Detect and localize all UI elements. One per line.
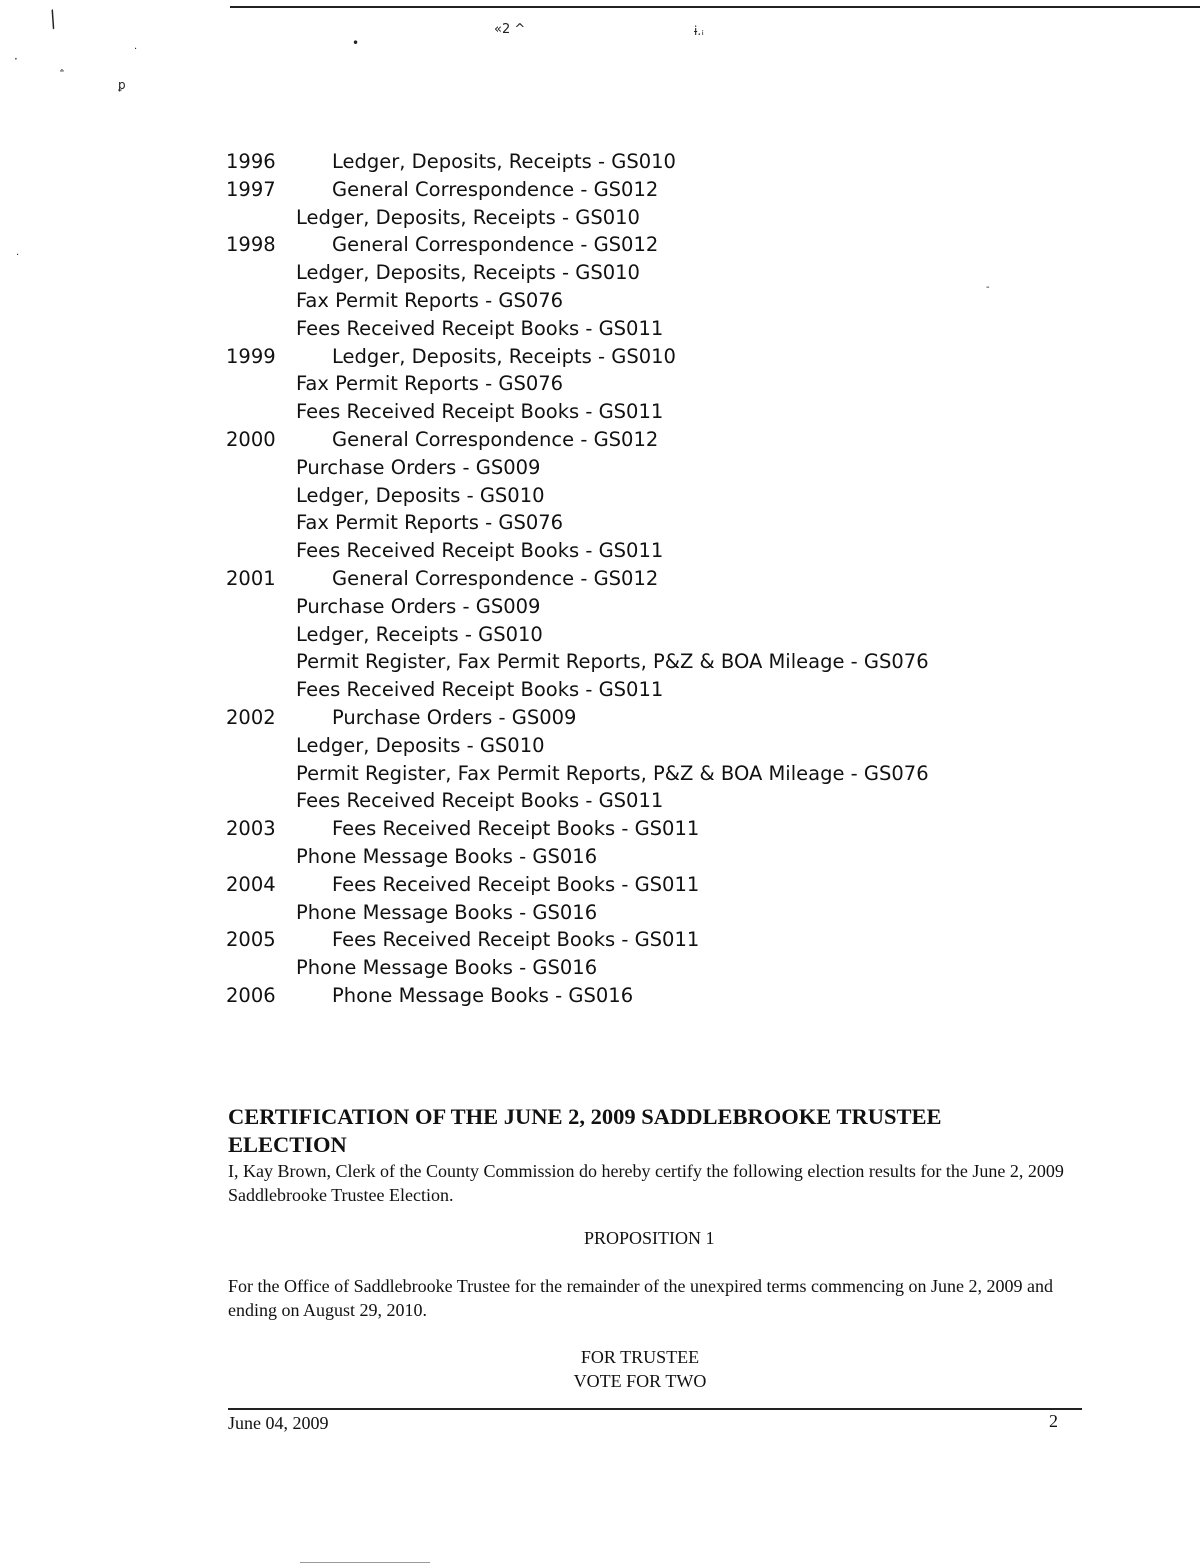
scan-mark: - xyxy=(986,282,990,293)
record-item: Purchase Orders - GS009 xyxy=(332,705,577,729)
record-year: 2000 xyxy=(226,427,276,451)
page-number: 2 xyxy=(1049,1411,1058,1431)
record-item: Fees Received Receipt Books - GS011 xyxy=(296,539,664,563)
record-item: Phone Message Books - GS016 xyxy=(296,900,598,924)
record-row xyxy=(226,287,1166,315)
record-row xyxy=(226,482,1166,510)
record-item: Ledger, Deposits, Receipts - GS010 xyxy=(332,150,676,173)
record-row xyxy=(226,704,1166,732)
record-row xyxy=(226,454,1166,482)
office-description: For the Office of Saddlebrooke Trustee for the remainder of the unexpired terms commencing on June 2, 2009 and ending on August 29, 2010. xyxy=(228,1276,1053,1320)
record-item: Permit Register, Fax Permit Reports, P&Z & BOA Mileage - GS076 xyxy=(296,650,929,674)
scan-mark: · xyxy=(14,52,18,66)
record-year: 2001 xyxy=(226,566,276,590)
scan-mark: · xyxy=(16,250,20,261)
record-item: Ledger, Deposits, Receipts - GS010 xyxy=(296,205,640,229)
record-item: Ledger, Deposits, Receipts - GS010 xyxy=(296,261,640,285)
vote-instruction: VOTE FOR TWO xyxy=(573,1371,707,1391)
record-item: Fax Permit Reports - GS076 xyxy=(296,372,564,396)
record-item: Fees Received Receipt Books - GS011 xyxy=(296,316,664,340)
record-year: 2003 xyxy=(226,817,276,841)
record-row xyxy=(226,565,1166,593)
record-row xyxy=(226,899,1166,927)
scan-mark: • xyxy=(352,36,360,50)
record-row xyxy=(226,176,1166,204)
record-row xyxy=(226,398,1166,426)
record-row xyxy=(226,259,1166,287)
record-year: 1998 xyxy=(226,233,276,257)
record-year: 1999 xyxy=(226,344,276,368)
record-row xyxy=(226,982,1166,1010)
record-item: Ledger, Deposits, Receipts - GS010 xyxy=(332,344,676,368)
record-year: 2005 xyxy=(226,928,276,952)
record-item: Fees Received Receipt Books - GS011 xyxy=(296,789,664,813)
record-item: Phone Message Books - GS016 xyxy=(296,844,598,868)
record-year: 2004 xyxy=(226,872,276,896)
footer-rule xyxy=(228,1408,1082,1410)
record-item: General Correspondence - GS012 xyxy=(332,566,659,590)
record-year: 1997 xyxy=(226,177,276,201)
record-item: General Correspondence - GS012 xyxy=(332,177,659,201)
top-border-rule xyxy=(230,6,1200,8)
record-row xyxy=(226,315,1166,343)
header-mark-right: ɨ.ꜟ xyxy=(694,24,705,38)
record-row xyxy=(226,148,1166,176)
certification-title-line1: CERTIFICATION OF THE JUNE 2, 2009 SADDLEBROOKE TRUSTEE xyxy=(228,1104,942,1129)
record-year: 2002 xyxy=(226,705,276,729)
scan-mark: · xyxy=(134,44,138,55)
record-item: General Correspondence - GS012 xyxy=(332,427,659,451)
record-item: Fax Permit Reports - GS076 xyxy=(296,288,564,312)
record-row xyxy=(226,926,1166,954)
record-row xyxy=(226,370,1166,398)
record-row xyxy=(226,843,1166,871)
record-item: Fax Permit Reports - GS076 xyxy=(296,511,564,535)
trustee-heading: FOR TRUSTEE xyxy=(580,1347,700,1367)
record-row xyxy=(226,676,1166,704)
record-row xyxy=(226,648,1166,676)
certification-body: I, Kay Brown, Clerk of the County Commission do hereby certify the following election results for the June 2, 2009 Saddlebrooke Trustee Election. xyxy=(228,1161,1064,1205)
record-row xyxy=(226,871,1166,899)
record-row xyxy=(226,787,1166,815)
record-item: Fees Received Receipt Books - GS011 xyxy=(296,400,664,424)
record-item: Ledger, Deposits - GS010 xyxy=(296,483,545,507)
certification-section xyxy=(228,1103,1088,1207)
proposition-heading: PROPOSITION 1 xyxy=(584,1228,715,1248)
bottom-scan-line xyxy=(300,1562,430,1563)
record-item: Fees Received Receipt Books - GS011 xyxy=(332,928,700,952)
records-list xyxy=(226,148,1166,1010)
record-item: Permit Register, Fax Permit Reports, P&Z & BOA Mileage - GS076 xyxy=(296,761,929,785)
trustee-block xyxy=(520,1345,760,1393)
record-item: Fees Received Receipt Books - GS011 xyxy=(332,817,700,841)
record-row xyxy=(226,593,1166,621)
scan-mark: ⁄ xyxy=(45,9,63,32)
record-item: Purchase Orders - GS009 xyxy=(296,594,541,618)
record-year: 2006 xyxy=(226,983,276,1007)
scan-mark: ꝑ xyxy=(118,78,126,92)
record-row xyxy=(226,231,1166,259)
record-row xyxy=(226,815,1166,843)
record-row xyxy=(226,760,1166,788)
record-item: General Correspondence - GS012 xyxy=(332,233,659,257)
record-row xyxy=(226,732,1166,760)
record-item: Purchase Orders - GS009 xyxy=(296,455,541,479)
record-year: 1996 xyxy=(226,150,276,173)
record-row xyxy=(226,343,1166,371)
certification-title-line2: ELECTION xyxy=(228,1132,347,1157)
record-row xyxy=(226,954,1166,982)
record-item: Phone Message Books - GS016 xyxy=(296,956,598,980)
record-item: Fees Received Receipt Books - GS011 xyxy=(296,678,664,702)
record-item: Phone Message Books - GS016 xyxy=(332,983,634,1007)
record-row xyxy=(226,426,1166,454)
header-mark-left: «2 ^ xyxy=(494,22,526,37)
footer-date: June 04, 2009 xyxy=(228,1413,329,1433)
record-item: Fees Received Receipt Books - GS011 xyxy=(332,872,700,896)
record-item: Ledger, Deposits - GS010 xyxy=(296,733,545,757)
record-row xyxy=(226,509,1166,537)
record-row xyxy=(226,537,1166,565)
record-row xyxy=(226,204,1166,232)
record-row xyxy=(226,621,1166,649)
record-item: Ledger, Receipts - GS010 xyxy=(296,622,543,646)
